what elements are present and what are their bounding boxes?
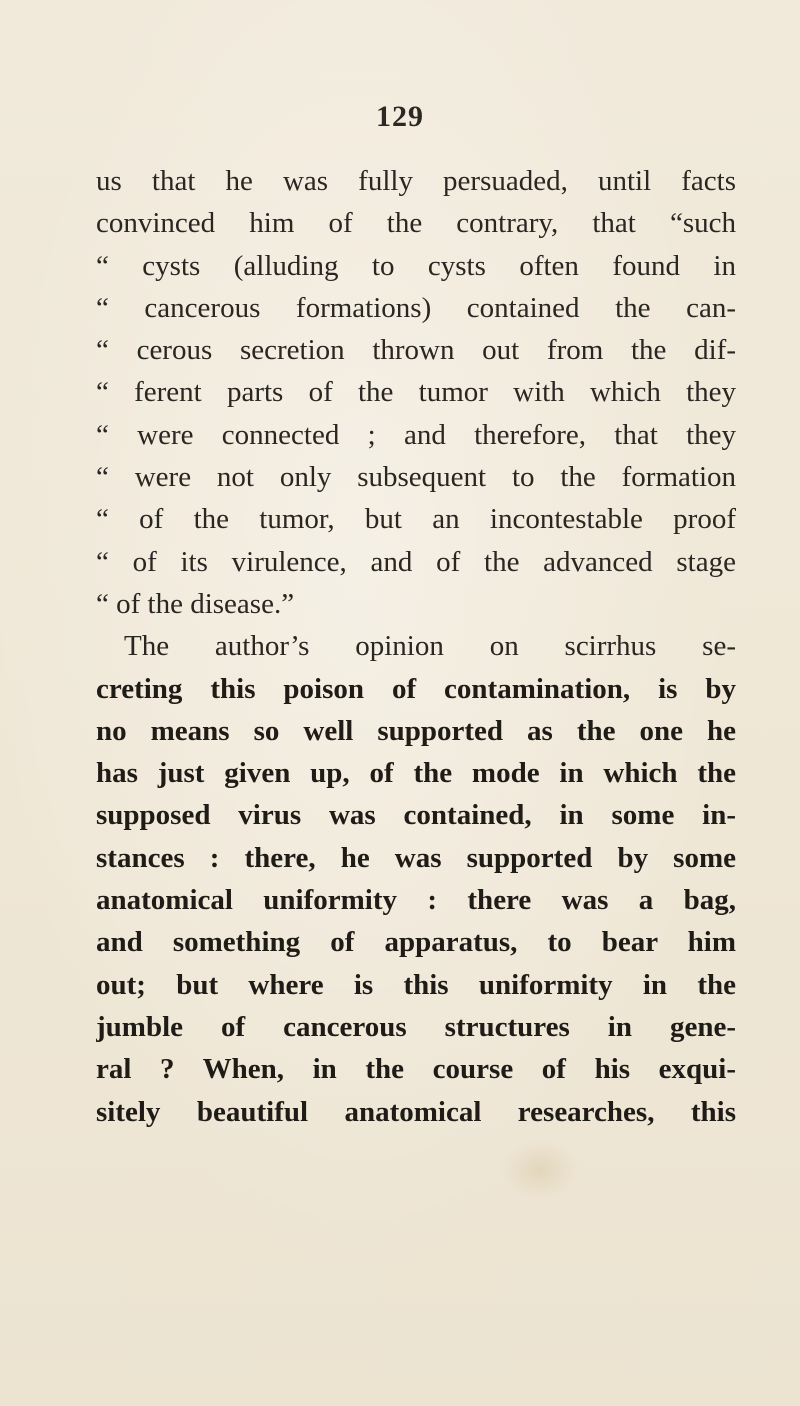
text-line: “ cancerous formations) contained the can- (96, 291, 736, 324)
page-number: 129 (376, 100, 424, 133)
text-line: “ were not only subsequent to the formation (96, 461, 736, 494)
text-line: and something of apparatus, to bear him (96, 926, 736, 959)
text-line: “ of the tumor, but an incontestable proof (96, 503, 736, 536)
paper-stain (500, 1140, 580, 1200)
text-line: ral ? When, in the course of his exqui- (96, 1053, 736, 1086)
text-line: anatomical uniformity : there was a bag, (96, 884, 736, 917)
text-line: us that he was fully persuaded, until facts (96, 165, 736, 197)
text-line: sitely beautiful anatomical researches, this (96, 1095, 736, 1128)
text-line: “ were connected ; and therefore, that they (96, 418, 736, 451)
text-line: The author’s opinion on scirrhus se- (124, 630, 736, 663)
text-line: creting this poison of contamination, is by (96, 672, 736, 705)
text-line: stances : there, he was supported by some (96, 841, 736, 874)
text-line: jumble of cancerous structures in gene- (96, 1010, 736, 1043)
text-line: no means so well supported as the one he (96, 714, 736, 747)
text-line: supposed virus was contained, in some in- (96, 799, 736, 832)
text-line: out; but where is this uniformity in the (96, 968, 736, 1001)
text-line: “ ferent parts of the tumor with which they (96, 376, 736, 409)
text-line: “ of the disease.” (96, 587, 295, 620)
text-line: “ of its virulence, and of the advanced stage (96, 545, 736, 578)
text-line: “ cerous secretion thrown out from the dif- (96, 334, 736, 367)
text-line: convinced him of the contrary, that “such (96, 207, 736, 240)
body-text (96, 160, 736, 1133)
text-line: “ cysts (alluding to cysts often found in (96, 249, 736, 282)
text-line: has just given up, of the mode in which the (96, 757, 736, 790)
